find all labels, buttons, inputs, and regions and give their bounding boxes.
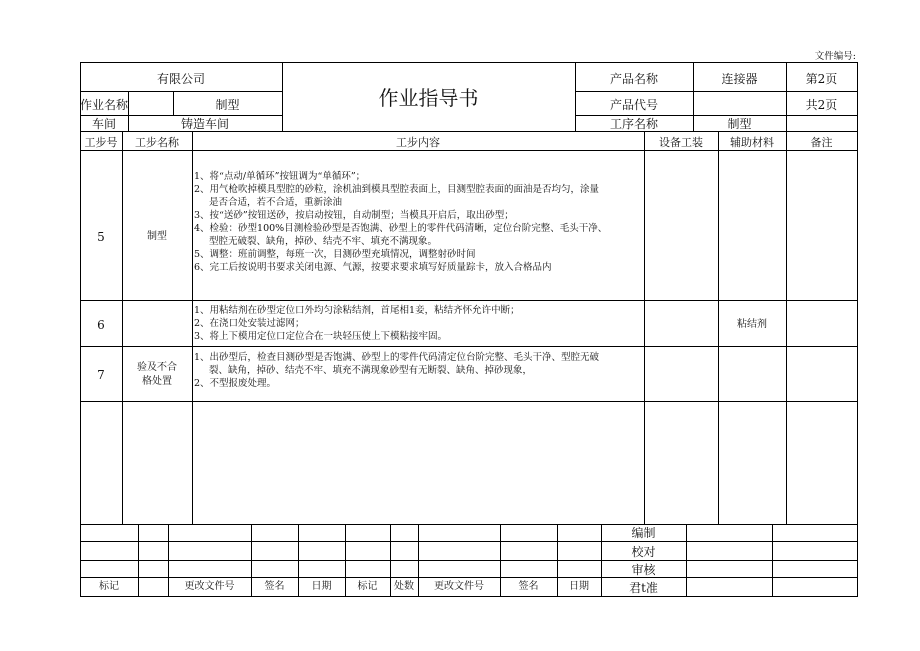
step-content-line: 裂、缺角，掉砂、结壳不牢、填充不满现象砂型有无断裂、缺角、掉砂现象， <box>209 365 533 376</box>
border-right <box>857 62 858 597</box>
doc-number-label: 文件编号: <box>814 51 856 62</box>
step-number: 6 <box>97 318 105 332</box>
border-bottom <box>80 596 858 597</box>
header-line <box>575 91 858 92</box>
page-number: 第2页 <box>805 72 838 86</box>
step-number: 7 <box>97 368 105 382</box>
row-line <box>80 300 858 301</box>
step-content-line: 1、出砂型后，检查目测砂型是否饱满、砂型上的零件代码清定位台阶完整、毛头干净、型腔无破 <box>194 352 600 363</box>
step-material: 粘结剂 <box>737 319 767 330</box>
footer-line <box>772 524 773 597</box>
company-name: 有限公司 <box>156 72 205 86</box>
border-top <box>80 62 858 63</box>
sign-prepared: 编制 <box>631 526 656 540</box>
sign-checked: 校对 <box>631 545 656 559</box>
row-line <box>80 346 858 347</box>
job-name-value: 制型 <box>215 98 240 112</box>
step-content-line: 1、用粘结剂在砂型定位口外均匀涂粘结剂，首尾相1妾，粘结齐怀允许中断； <box>194 305 520 316</box>
process-name-value: 制型 <box>727 117 752 131</box>
workshop-label: 车间 <box>91 117 116 131</box>
header-line <box>80 91 282 92</box>
product-name-label: 产品名称 <box>609 72 658 86</box>
col-line <box>644 131 645 524</box>
step-content <box>194 170 607 274</box>
footer-label-count: 处数 <box>394 581 414 592</box>
footer-label-date: 日期 <box>311 581 332 592</box>
step-content-line: 4、检验：砂型100%目测检验砂型是否饱满、砂型上的零件代码清晰，定位台阶完整、毛头干净、 <box>194 223 608 234</box>
step-content-line: 是否合适，若不合适，重新涂油 <box>209 197 343 208</box>
footer-line <box>138 524 139 597</box>
col-line <box>122 131 123 524</box>
footer-label-sign: 签名 <box>264 581 285 592</box>
footer-line <box>80 560 858 561</box>
step-content-line: 6、完工后按说明书要求关闭电源、气源，按要求要求填写好质量踪卡，放入合格品内 <box>194 262 552 273</box>
col-header-content: 工步内容 <box>396 136 440 149</box>
sign-reviewed: 审核 <box>631 563 656 577</box>
footer-label-sign: 签名 <box>518 581 539 592</box>
sign-approved: 君t准 <box>629 581 658 595</box>
page-title: 作业指导书 <box>378 86 479 110</box>
footer-line <box>80 577 858 578</box>
row-line <box>80 401 858 402</box>
row-line <box>80 150 858 151</box>
step-content-line: 2、不型报废处理。 <box>194 378 277 389</box>
footer-label-date: 日期 <box>569 581 589 592</box>
page-total: 共2页 <box>805 98 838 112</box>
col-header-remark: 备注 <box>810 136 833 149</box>
footer-label-change-doc: 更改文件号 <box>434 581 484 592</box>
col-line <box>192 131 193 524</box>
footer-label-mark: 标记 <box>99 581 119 592</box>
header-line <box>80 131 858 132</box>
step-name-line: 验及不合 <box>137 362 177 373</box>
step-number: 5 <box>97 230 105 244</box>
job-name-label: 作业名称 <box>80 98 129 112</box>
footer-line <box>80 541 858 542</box>
col-header-equipment: 设备工装 <box>659 136 703 149</box>
footer-label-change-doc: 更改文件号 <box>184 581 235 592</box>
step-content-line: 1、将“点动/单循环”按钮调为“单循环”； <box>194 171 366 182</box>
step-content-line: 3、按“送砂”按钮送砂，按启动按钮，自动制型；当模具开启后，取出砂型； <box>194 210 514 221</box>
step-name-line: 格处置 <box>142 376 172 387</box>
col-header-material: 辅助材料 <box>730 136 774 149</box>
workshop-value: 铸造车间 <box>180 117 229 131</box>
row-line <box>80 524 858 525</box>
product-name-value: 连接器 <box>721 72 758 86</box>
col-header-step-name: 工步名称 <box>135 136 179 149</box>
step-content-line: 2、用气枪吹掉模具型腔的砂粒，涂机油到模具型腔表面上，目测型腔表面的面油是否均匀，涂量 <box>194 184 600 195</box>
col-header-step-no: 工步号 <box>84 136 118 149</box>
header-line <box>575 115 858 116</box>
step-name: 制型 <box>147 231 167 242</box>
step-content-line: 2、在浇口处安装过滤网； <box>194 318 305 329</box>
step-content-line: 3、将上下模用定位口定位合在一块轻压使上下模粘接牢固。 <box>194 331 448 342</box>
step-content-line: 5、调整：班前调整，每班一次，目测砂型充填情况，调整射砂时间 <box>194 249 476 260</box>
step-content-line: 型腔无破裂、缺角，掉砂、结壳不牢、填充不满现象。 <box>209 236 438 247</box>
footer-label-mark: 标记 <box>357 581 378 592</box>
header-line <box>80 115 282 116</box>
step-content <box>194 304 520 343</box>
process-name-label: 工序名称 <box>609 117 658 131</box>
footer-line <box>686 524 687 597</box>
product-code-label: 产品代号 <box>609 98 658 112</box>
step-content <box>194 351 599 390</box>
col-line <box>786 131 787 524</box>
